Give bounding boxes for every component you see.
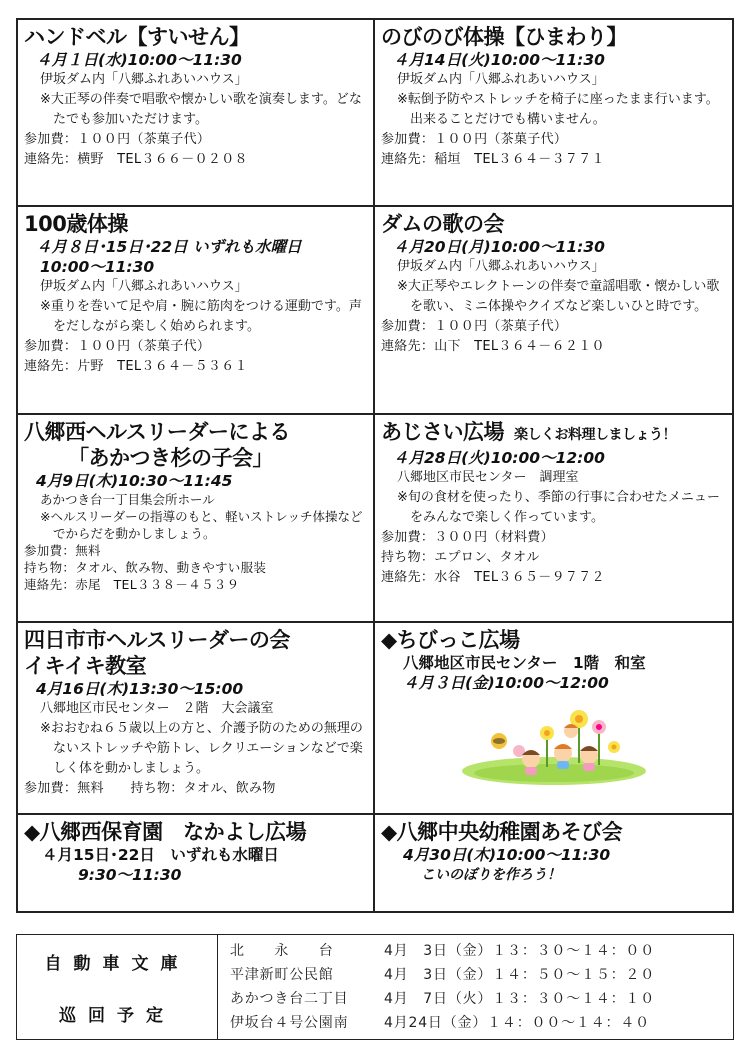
bookmobile-schedule (16, 934, 734, 1040)
event-title: あじさい広場 (381, 420, 504, 444)
event-ikiiki (16, 623, 375, 815)
event-contact: 連絡先：水谷 TEL３６５－９７７２ (381, 570, 605, 585)
event-contact: 連絡先：山下 TEL３６４－６２１０ (381, 339, 605, 354)
event-title: ハンドベル【すいせん】 (24, 25, 250, 49)
event-handbell (16, 18, 375, 207)
schedule-row (230, 939, 721, 963)
event-place: 伊坂ダム内「八郷ふれあいハウス」 (40, 72, 248, 87)
schedule-date: 4月24日（金）１４：００～１４：４０ (384, 1015, 650, 1031)
event-ajisai (375, 415, 734, 623)
event-place: 八郷地区市民センター ２階 大会議室 (40, 701, 274, 716)
event-title: 四日市市ヘルスリーダーの会 (24, 628, 290, 652)
children-flowers-icon (459, 707, 649, 787)
event-description: ※大正琴の伴奏で唱歌や懐かしい歌を演奏します。どなたでも参加いただけます。 (40, 92, 362, 127)
event-fee: 参加費：無料 持ち物：タオル、飲み物 (24, 781, 276, 796)
event-title-2: 「あかつき杉の子会」 (68, 446, 273, 470)
event-date: 4月30日(木)10:00～11:30 (403, 846, 611, 864)
schedule-date: 4月 3日（金）１３：３０～１４：００ (384, 943, 656, 959)
schedule-location: 伊坂台４号公園南 (230, 1015, 349, 1031)
event-title: 八郷西ヘルスリーダーによる (24, 420, 290, 444)
event-fee: 参加費：１００円（茶菓子代） (381, 319, 568, 334)
event-fee: 参加費：３００円（材料費） (381, 530, 554, 545)
event-bring: 持ち物：エプロン、タオル (381, 550, 540, 565)
schedule-location: 北 永 台 (230, 943, 334, 959)
bookmobile-label-1: 自動車文庫 (44, 953, 190, 974)
bookmobile-rows (218, 935, 733, 1039)
event-place: 伊坂ダム内「八郷ふれあいハウス」 (40, 279, 248, 294)
event-nakayoshi (16, 815, 375, 913)
event-100-exercise (16, 207, 375, 415)
event-date: ４月28日(火)10:00～12:00 (393, 449, 605, 467)
event-title-2: イキイキ教室 (24, 654, 147, 678)
event-place: 伊坂ダム内「八郷ふれあいハウス」 (397, 72, 605, 87)
schedule-date: 4月 3日（金）１４：５０～１５：２０ (384, 967, 656, 983)
event-fee: 参加費：１００円（茶菓子代） (381, 132, 568, 147)
event-stretch (375, 18, 734, 207)
bookmobile-label-2: 巡回予定 (59, 1005, 175, 1026)
event-date: ４月３日(金)10:00～12:00 (403, 674, 609, 692)
bookmobile-label (17, 935, 218, 1039)
event-contact: 連絡先：赤尾 TEL３３８－４５３９ (24, 577, 240, 592)
event-title: ダムの歌の会 (381, 212, 504, 236)
event-description: ※ヘルスリーダーの指導のもと、軽いストレッチ体操などでからだを動かしましょう。 (40, 509, 363, 541)
event-row (16, 623, 734, 815)
event-description: ※転倒予防やストレッチを椅子に座ったまま行います。出来ることだけでも構いません。 (397, 92, 719, 127)
schedule-row (230, 1011, 721, 1035)
event-date: ４月15日･22日 いずれも水曜日 (42, 846, 279, 864)
event-title-line (381, 419, 726, 448)
event-chibikko (375, 623, 734, 815)
event-title: ◆八郷中央幼稚園あそび会 (381, 820, 623, 844)
event-time: 9:30～11:30 (78, 866, 182, 884)
event-description: ※大正琴やエレクトーンの伴奏で童謡唱歌・懐かしい歌を歌い、ミニ体操やクイズなど楽しいひと時です。 (397, 279, 720, 314)
event-row (16, 18, 734, 207)
event-place: 伊坂ダム内「八郷ふれあいハウス」 (397, 259, 605, 274)
event-fee: 参加費：１００円（茶菓子代） (24, 132, 211, 147)
event-bring: 持ち物：タオル、飲み物、動きやすい服装 (24, 560, 267, 575)
event-date: 4月16日(木)13:30～15:00 (36, 680, 244, 698)
event-date: ４月14日(火)10:00～11:30 (393, 51, 605, 69)
event-contact: 連絡先：片野 TEL３６４－５３６１ (24, 359, 248, 374)
event-title: ◆八郷西保育園 なかよし広場 (24, 820, 307, 844)
event-date: ４月８日･15日･22日 いずれも水曜日 (36, 238, 302, 256)
event-dam-singing (375, 207, 734, 415)
schedule-row (230, 987, 721, 1011)
event-description: ※重りを巻いて足や肩・腕に筋肉をつける運動です。声をだしながら楽しく始められます。 (40, 299, 362, 334)
event-date: 4月9日(木)10:30～11:45 (36, 472, 233, 490)
event-place: あかつき台一丁目集会所ホール (40, 492, 215, 507)
event-title: のびのび体操【ひまわり】 (381, 25, 627, 49)
event-asobikai (375, 815, 734, 913)
schedule-date: 4月 7日（火）１３：３０～１４：１０ (384, 991, 656, 1007)
event-note: こいのぼりを作ろう！ (421, 867, 561, 883)
event-fee: 参加費：無料 (24, 543, 101, 558)
event-date: ４月１日(水)10:00～11:30 (36, 51, 242, 69)
event-description: ※旬の食材を使ったり、季節の行事に合わせたメニューをみんなで楽しく作っています。 (397, 490, 720, 525)
event-contact: 連絡先：稲垣 TEL３６４－３７７１ (381, 152, 605, 167)
event-subtitle: 楽しくお料理しましょう！ (514, 427, 676, 443)
event-title: 100歳体操 (24, 212, 128, 236)
event-row (16, 815, 734, 913)
event-contact: 連絡先：横野 TEL３６６－０２０８ (24, 152, 248, 167)
event-row (16, 415, 734, 623)
event-date: ４月20日(月)10:00～11:30 (393, 238, 605, 256)
event-grid (16, 18, 734, 913)
schedule-location: あかつき台二丁目 (230, 991, 349, 1007)
children-flowers-illustration (381, 707, 726, 787)
event-place: 八郷地区市民センター 1階 和室 (403, 654, 646, 672)
schedule-location: 平津新町公民館 (230, 967, 334, 983)
event-title: ◆ちびっこ広場 (381, 628, 520, 652)
event-description: ※おおむね６５歳以上の方と、介護予防のための無理のないストレッチや筋トレ、レクリエーションなどで楽しく体を動かしましょう。 (40, 721, 363, 776)
event-place: 八郷地区市民センター 調理室 (397, 470, 579, 485)
event-time: 10:00～11:30 (40, 258, 155, 276)
event-fee: 参加費：１００円（茶菓子代） (24, 339, 211, 354)
schedule-row (230, 963, 721, 987)
event-health-leader-west (16, 415, 375, 623)
event-row (16, 207, 734, 415)
